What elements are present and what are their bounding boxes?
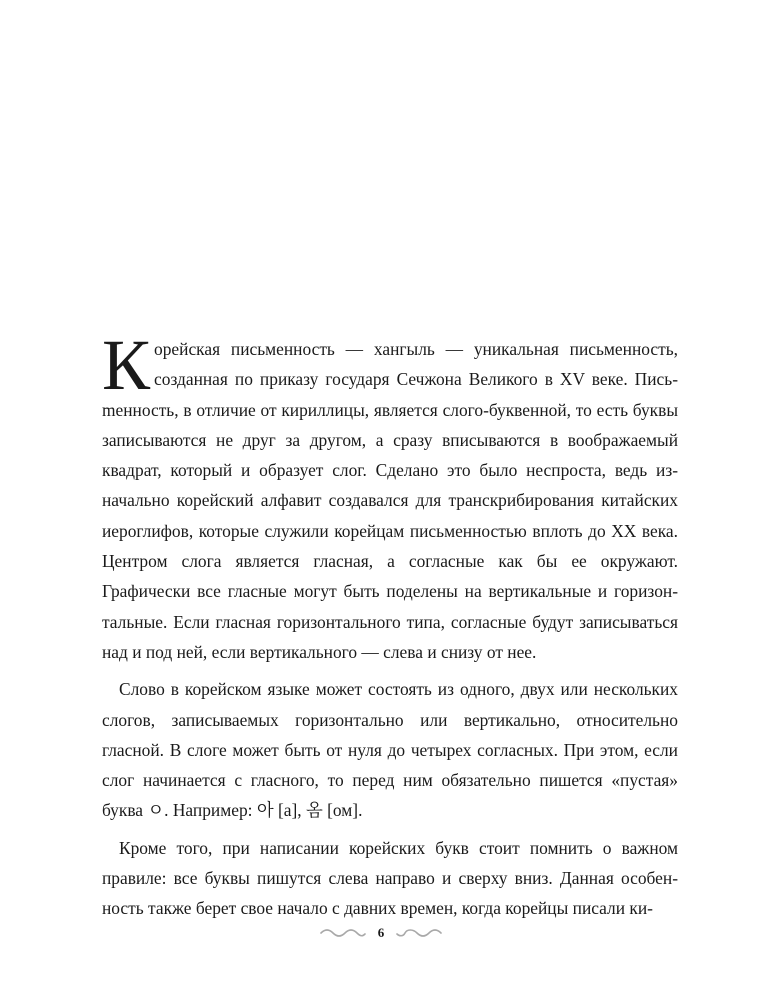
wave-ornament-right-icon bbox=[396, 928, 442, 938]
page-number: 6 bbox=[377, 925, 385, 940]
paragraph-3: Кроме того, при написании корейских букв стоит помнить о важном правиле: все буквы пишутся слева направо и сверху вниз. Данная особенность также берет свое начало с давних времен, когда корейцы писали ки- bbox=[102, 837, 678, 919]
main-text bbox=[102, 325, 678, 924]
page-footer bbox=[0, 925, 762, 941]
wave-ornament-left-icon bbox=[320, 928, 366, 938]
paragraph-2: Слово в корейском языке может состоять из одного, двух или нескольких слогов, записываемых горизонтально или вертикально, относительно гласной. В слоге может быть от нуля до четырех согласных. При этом, если слог начинается с гласного, то перед ним обязательно пишется «пустая» буква ㅇ. Например: 아 [а], 옴 [ом]. bbox=[102, 679, 678, 821]
drop-cap: К bbox=[102, 325, 151, 405]
paragraph-1 bbox=[102, 325, 678, 667]
paragraph-1-text: орейская письменность — хангыль — уникальная письменность, созданная по приказу государя Сечжона Великого в XV веке. Письmенность, в отличие от кириллицы, является слого-буквенной, то есть буквы записываются не друг за другом, а сразу вписываются в воображаемый квадрат, который и образует слог. Сделано это было неспроста, ведь изначально корейский алфавит создавался для транскрибирования китайских иероглифов, которые служили корейцам письменностью вплоть до XX века. Центром слога является гласная, а согласные как бы ее окружают. Графически все гласные могут быть поделены на вертикальные и горизонтальные. Если гласная горизонтального типа, согласные будут записываться над и под ней, если вертикального — слева и снизу от нее. bbox=[102, 339, 678, 662]
